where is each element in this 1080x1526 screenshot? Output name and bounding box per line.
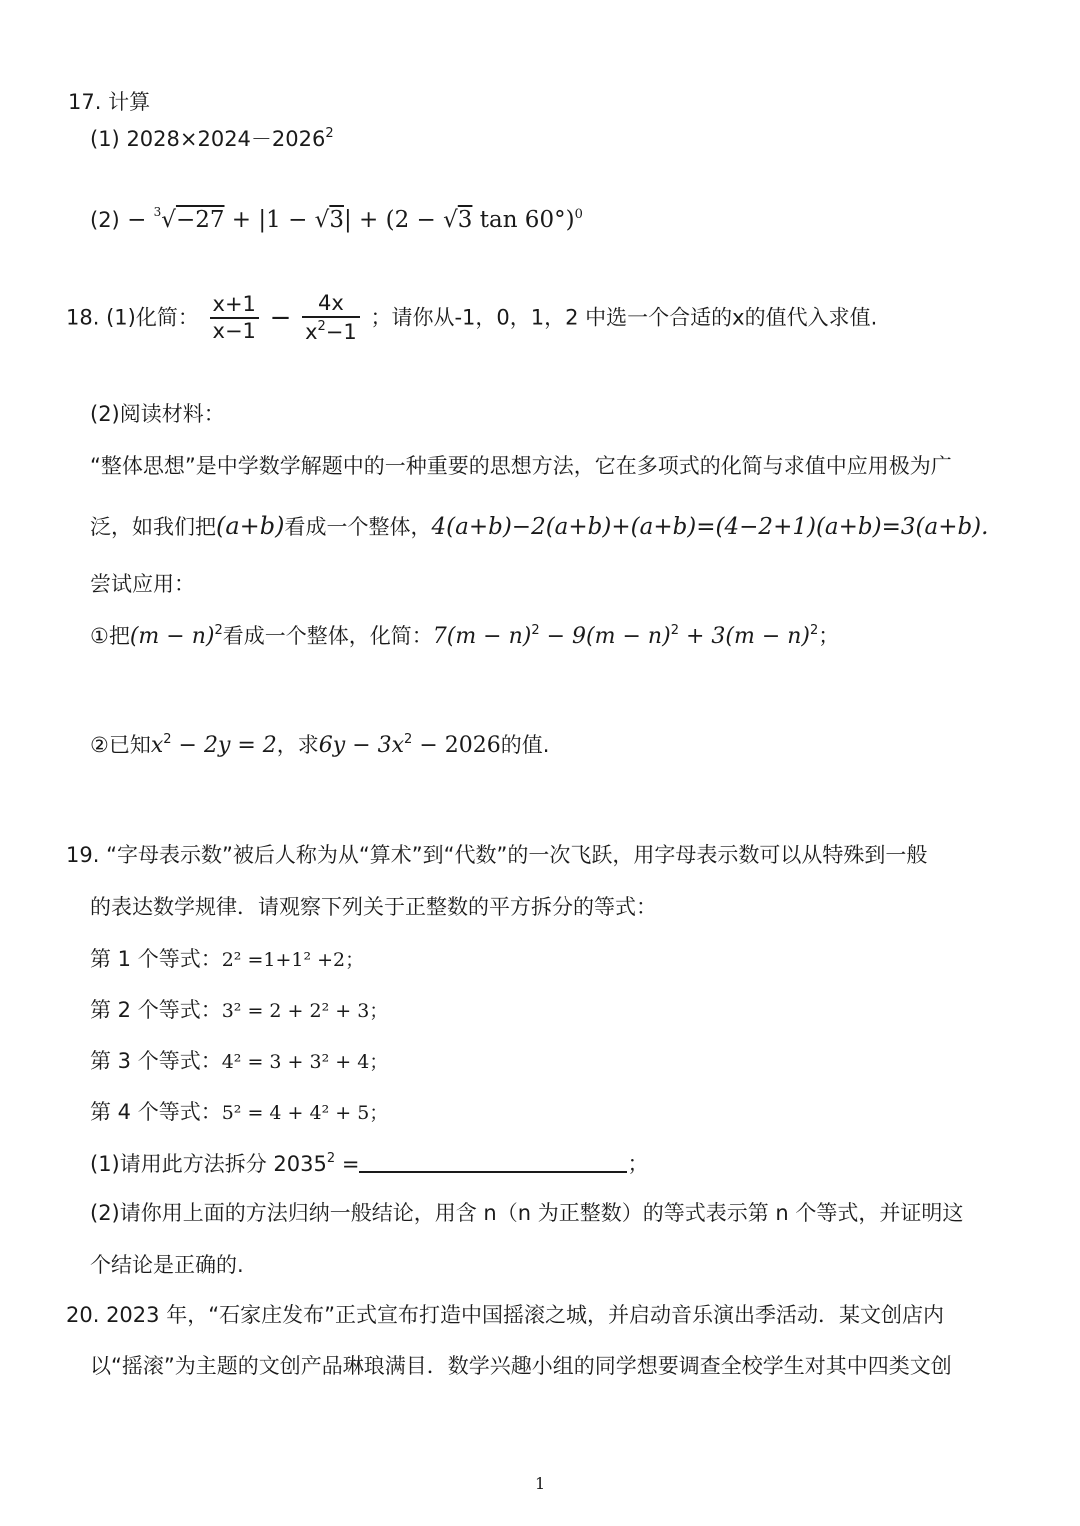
q19-equation-3 — [90, 1049, 388, 1074]
q18-fraction-1 — [210, 294, 259, 342]
q18-item2-prefix: ②已知 — [90, 733, 151, 757]
q19-equation-4 — [90, 1100, 388, 1125]
q18-material-line2-text: 泛，如我们把 — [90, 515, 216, 539]
q18-fraction-2-den-tail: −1 — [325, 320, 357, 344]
q18-item1-term-a: 7(m − n) — [432, 624, 532, 649]
q17-heading: 17. 计算 — [68, 90, 151, 114]
q20-line1: 20. 2023 年，“石家庄发布”正式宣布打造中国摇滚之城，并启动音乐演出季活动．某文创店内 — [66, 1303, 944, 1327]
q20-line2: 以“摇滚”为主题的文创产品琳琅满目．数学兴趣小组的同学想要调查全校学生对其中四类文创 — [90, 1354, 952, 1378]
q19-part1-equals: = — [335, 1152, 360, 1176]
q18-item1 — [90, 623, 839, 650]
q18-fraction-2-denominator — [302, 318, 360, 343]
q18-material-line2 — [90, 512, 988, 542]
q18-item1-term-c: + 3(m − n) — [678, 624, 811, 649]
q18-part2-heading: (2)阅读材料： — [90, 402, 225, 426]
q19-part2-line1: (2)请你用上面的方法归纳一般结论，用含 n（n 为正整数）的等式表示第 n 个等式，并证明这 — [90, 1201, 964, 1225]
q17-part1-label: (1) — [90, 127, 120, 151]
q17-part2-tan: tan 60°) — [472, 207, 575, 233]
q17-part2-minus: − — [127, 207, 154, 233]
q18-item2-end: 的值. — [500, 733, 550, 757]
q19-equation-2-expression: 3² = 2 + 2² + 3； — [221, 1000, 389, 1022]
q17-part2-root3-a: 3 — [329, 207, 344, 233]
q18-item2-expression-exp: 2 — [404, 732, 413, 747]
q19-part1-text: (1)请用此方法拆分 2035 — [90, 1152, 327, 1176]
q19-equation-3-label: 第 3 个等式： — [90, 1049, 222, 1073]
q18-fraction-2 — [302, 293, 360, 343]
q18-item1-term-c-exp: 2 — [810, 623, 819, 638]
q18-item1-term-b: − 9(m − n) — [539, 624, 671, 649]
q18-fraction-1-numerator: x+1 — [210, 294, 259, 319]
q19-equation-1-expression: 2² =1+1² +2； — [221, 949, 365, 971]
q18-item2-mid: ，求 — [276, 733, 319, 757]
q17-part2-abs-close: | + (2 − √ — [343, 207, 458, 233]
q17-part1-expression: 2028×2024－2026 — [126, 127, 326, 151]
q18-part1 — [66, 293, 877, 343]
q18-item2-condition-b: − 2y = 2 — [171, 733, 277, 758]
q18-fraction-minus: − — [269, 303, 292, 333]
q17-part2-root-index: 3 — [153, 205, 162, 219]
q18-fraction-2-den-exp: 2 — [317, 319, 326, 334]
q19-equation-2-label: 第 2 个等式： — [90, 998, 222, 1022]
q19-equation-1-label: 第 1 个等式： — [90, 947, 222, 971]
q18-item1-term-b-exp: 2 — [670, 623, 679, 638]
q17-part1-exponent: 2 — [325, 126, 334, 141]
q19-part1-exponent: 2 — [326, 1151, 336, 1166]
q18-item1-group: (m − n) — [129, 624, 215, 649]
q18-item2-expression-a: 6y − 3x — [318, 733, 405, 758]
q18-material-line2-expression: 4(a+b)−2(a+b)+(a+b)=(4−2+1)(a+b)=3(a+b). — [431, 514, 989, 540]
q18-item2-condition-a: x — [150, 733, 164, 758]
q18-try-heading: 尝试应用： — [90, 572, 195, 596]
q19-equation-4-label: 第 4 个等式： — [90, 1100, 222, 1124]
q17-part2 — [90, 205, 583, 235]
q17-part2-exponent: 0 — [574, 207, 583, 222]
q17-part1 — [90, 126, 334, 152]
q17-part2-radical-sign: √ — [161, 207, 176, 233]
q18-item2-expression-b: − 2026 — [412, 733, 501, 758]
q18-part1-end: 的值代入求值. — [744, 305, 878, 330]
q18-material-line1: “整体思想”是中学数学解题中的一种重要的思想方法，它在多项式的化简与求值中应用极为广 — [90, 454, 952, 478]
q18-item1-term-a-exp: 2 — [531, 623, 540, 638]
q17-part2-root3-b: 3 — [457, 207, 473, 233]
q19-line1: 19. “字母表示数”被后人称为从“算术”到“代数”的一次飞跃，用字母表示数可以从特殊到一般 — [66, 843, 928, 867]
q19-part1-end: ； — [627, 1152, 649, 1176]
q19-equation-1 — [90, 947, 364, 972]
q17-part2-abs-open: + |1 − √ — [224, 207, 330, 233]
q19-part1 — [90, 1151, 648, 1177]
q18-item2-condition-exp: 2 — [163, 732, 172, 747]
q18-fraction-2-numerator: 4x — [302, 293, 360, 318]
q17-part2-radicand: −27 — [175, 207, 225, 233]
answer-blank[interactable] — [359, 1153, 627, 1173]
q18-fraction-1-denominator: x−1 — [212, 319, 256, 343]
q18-fraction-2-den-base: x — [305, 320, 318, 344]
q18-part1-prefix: 18. (1)化简： — [66, 305, 199, 330]
q17-part2-label: (2) — [90, 208, 120, 232]
q19-equation-4-expression: 5² = 4 + 4² + 5； — [221, 1102, 389, 1124]
q18-item1-end: ； — [818, 624, 840, 648]
q19-line2: 的表达数学规律．请观察下列关于正整数的平方拆分的等式： — [90, 895, 657, 919]
q18-part1-variable: x — [732, 305, 745, 330]
page-number: 1 — [535, 1474, 546, 1493]
q18-material-line2-mid: 看成一个整体， — [284, 515, 432, 539]
q19-equation-3-expression: 4² = 3 + 3² + 4； — [221, 1051, 389, 1073]
q18-part1-suffix: ；请你从-1，0，1，2 中选一个合适的 — [370, 305, 733, 330]
q18-item1-mid: 看成一个整体，化简： — [222, 624, 433, 648]
q19-equation-2 — [90, 998, 388, 1023]
q18-material-line2-group: (a+b) — [216, 512, 285, 540]
q18-item1-prefix: ①把 — [90, 624, 130, 648]
q18-item1-group-exp: 2 — [214, 623, 223, 638]
q19-part2-line2: 个结论是正确的. — [90, 1253, 244, 1277]
q18-item2 — [90, 732, 549, 759]
